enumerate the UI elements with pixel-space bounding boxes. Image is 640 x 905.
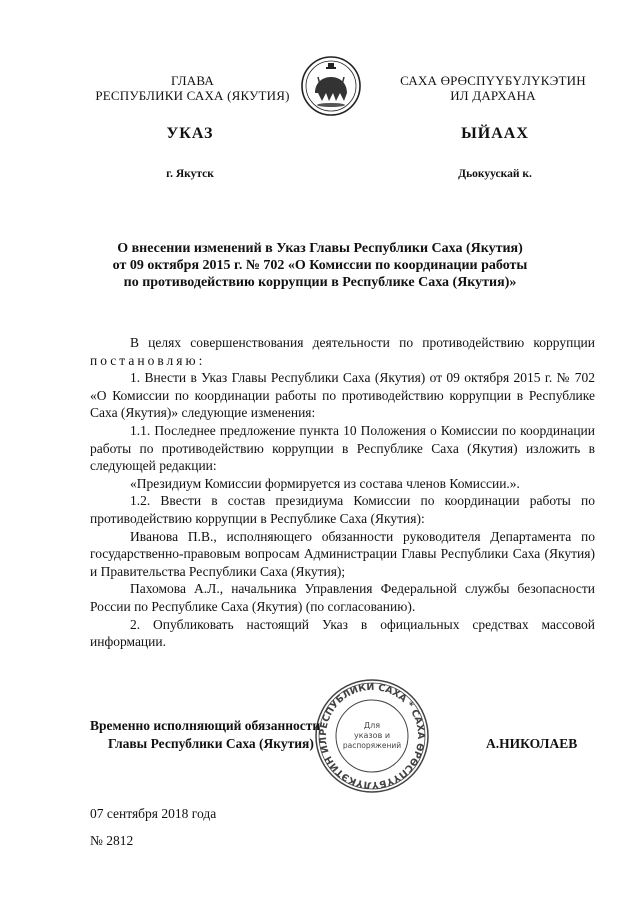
- header-left-line1: ГЛАВА: [171, 73, 214, 88]
- signature-name: А.НИКОЛАЕВ: [486, 736, 578, 751]
- preamble-text: В целях совершенствования деятельности по противодействию коррупции: [130, 335, 595, 350]
- document-title-line3: по противодействию коррупции в Республике Саха (Якутия)»: [123, 275, 517, 290]
- stamp-center-line1: Для: [363, 721, 381, 730]
- preamble-colon: :: [198, 352, 203, 368]
- paragraph-item-1-2: 1.2. Ввести в состав президиума Комиссии по координации работы по противодействию коррупции в Республике Саха (Якутия):: [90, 493, 595, 526]
- place-left: г. Якутск: [166, 168, 214, 180]
- header-right: [368, 73, 618, 103]
- place-right: Дьокуускай к.: [458, 168, 532, 180]
- paragraph-pakhomov: Пахомова А.Л., начальника Управления Федеральной службы безопасности России по Республике Саха (Якутия) (по согласованию).: [90, 581, 595, 614]
- document-body: [90, 334, 595, 651]
- ukaz-title: УКАЗ: [166, 125, 214, 142]
- document-title-line1: О внесении изменений в Указ Главы Республики Саха (Якутия): [117, 241, 523, 256]
- document-date: 07 сентября 2018 года: [90, 806, 217, 821]
- signature-position-line1: Временно исполняющий обязанности: [90, 718, 321, 733]
- stamp-center-line2: указов и: [353, 731, 391, 740]
- paragraph-quote: «Президиум Комиссии формируется из состава членов Комиссии.».: [130, 475, 520, 491]
- paragraph-item-1-1: 1.1. Последнее предложение пункта 10 Положения о Комиссии по координации работы по противодействию коррупции в Республике Саха (Якутия) изложить в следующей редакции:: [90, 422, 595, 474]
- preamble-decree-word: постановляю: [90, 352, 199, 368]
- stamp-center-line3: распоряжений: [342, 741, 402, 750]
- document-number: № 2812: [90, 833, 134, 848]
- header-right-line1: САХА ӨРӨСПҮҮБҮЛҮКЭТИН: [400, 73, 586, 88]
- official-stamp: [312, 676, 432, 796]
- paragraph-ivanov: Иванова П.В., исполняющего обязанности руководителя Департамента по государственно-правовым вопросам Администрации Главы Республики Саха (Якутия) и Правительства Республики Саха (Якутия);: [90, 528, 595, 579]
- coat-of-arms-emblem: [300, 55, 362, 117]
- header-left-line2: РЕСПУБЛИКИ САХА (ЯКУТИЯ): [95, 88, 290, 103]
- header-left: [70, 73, 315, 103]
- document-title-line2: от 09 октября 2015 г. № 702 «О Комиссии по координации работы: [112, 258, 528, 273]
- paragraph-item-1: 1. Внести в Указ Главы Республики Саха (Якутия) от 09 октября 2015 г. № 702 «О Комиссии по координации работы по противодействию коррупции в Республике Саха (Якутия)» следующие изменения:: [90, 370, 595, 421]
- yiaakh-title: ЫЙААХ: [461, 125, 529, 142]
- paragraph-item-2: 2. Опубликовать настоящий Указ в официальных средствах массовой информации.: [90, 616, 595, 650]
- document-title: [60, 240, 580, 291]
- header-right-line2: ИЛ ДАРХАНА: [450, 88, 536, 103]
- signature-position-line2: Главы Республики Саха (Якутия): [108, 736, 314, 751]
- stamp-ring-text: РЕСПУБЛИКИ САХА * САХА ӨРӨСПҮҮБҮЛҮКЭТИН ИЛ: [317, 681, 427, 791]
- paragraph-preamble: [90, 334, 595, 369]
